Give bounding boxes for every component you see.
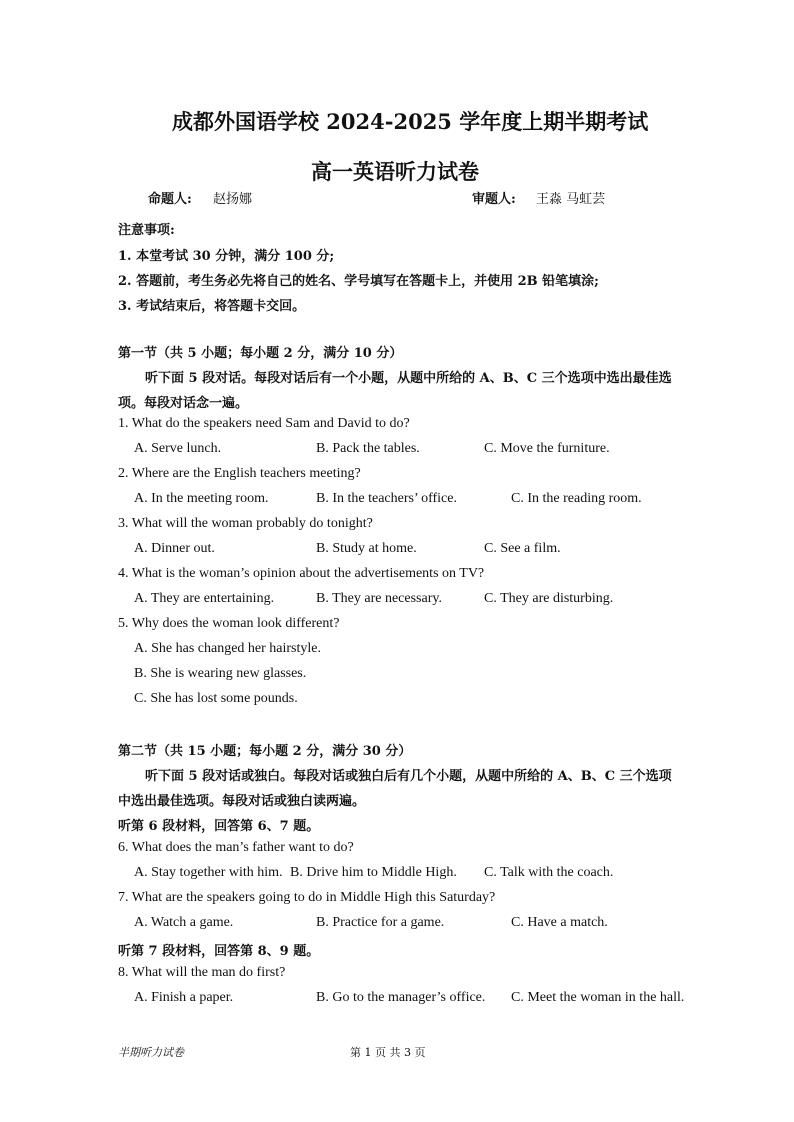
footer-left: 半期听力试卷 <box>118 1046 184 1059</box>
question-1: 1. What do the speakers need Sam and David to do? <box>118 416 410 431</box>
section2-instructions-line2: 中选出最佳选项。每段对话或独白读两遍。 <box>118 794 366 809</box>
note-item: 3. 考试结束后，将答题卡交回。 <box>118 299 306 314</box>
option-a: A. They are entertaining. <box>134 591 275 606</box>
option-b: B. Practice for a game. <box>316 915 445 930</box>
notes-heading: 注意事项: <box>118 223 175 238</box>
author-label: 命题人: <box>148 192 192 207</box>
question-6: 6. What does the man’s father want to do? <box>118 840 354 855</box>
material-6-heading: 听第 6 段材料，回答第 6、7 题。 <box>118 819 320 834</box>
option-b: B. Drive him to Middle High. <box>290 865 457 880</box>
reviewer-label: 审题人: <box>472 192 516 207</box>
section2-heading: 第二节（共 15 小题；每小题 2 分，满分 30 分） <box>118 744 412 759</box>
note-item: 2. 答题前，考生务必先将自己的姓名、学号填写在答题卡上，并使用 2B 铅笔填涂; <box>118 274 599 289</box>
option-b: B. Pack the tables. <box>316 441 420 456</box>
option-b: B. Go to the manager’s office. <box>316 990 486 1005</box>
section1-heading: 第一节（共 5 小题；每小题 2 分，满分 10 分） <box>118 346 403 361</box>
section1-instructions-line1: 听下面 5 段对话。每段对话后有一个小题，从题中所给的 A、B、C 三个选项中选出最佳选 <box>145 371 672 386</box>
option-b: B. Study at home. <box>316 541 417 556</box>
section1-instructions-line2: 项。每段对话念一遍。 <box>118 396 249 411</box>
option-a: A. She has changed her hairstyle. <box>134 641 321 656</box>
option-b: B. She is wearing new glasses. <box>134 666 307 681</box>
question-8: 8. What will the man do first? <box>118 965 286 980</box>
option-c: C. Have a match. <box>511 915 608 930</box>
option-a: A. In the meeting room. <box>134 491 269 506</box>
option-c: C. They are disturbing. <box>484 591 614 606</box>
option-b: B. They are necessary. <box>316 591 442 606</box>
question-3: 3. What will the woman probably do tonight? <box>118 516 373 531</box>
option-a: A. Finish a paper. <box>134 990 234 1005</box>
option-c: C. See a film. <box>484 541 561 556</box>
reviewer-names: 王淼 马虹芸 <box>536 192 606 207</box>
option-a: A. Serve lunch. <box>134 441 222 456</box>
option-c: C. She has lost some pounds. <box>134 691 298 706</box>
option-c: C. Talk with the coach. <box>484 865 614 880</box>
material-7-heading: 听第 7 段材料，回答第 8、9 题。 <box>118 944 320 959</box>
footer-page-number: 第 1 页 共 3 页 <box>350 1046 426 1059</box>
option-a: A. Dinner out. <box>134 541 215 556</box>
question-7: 7. What are the speakers going to do in Middle High this Saturday? <box>118 890 496 905</box>
question-2: 2. Where are the English teachers meeting? <box>118 466 361 481</box>
note-item: 1. 本堂考试 30 分钟，满分 100 分; <box>118 249 335 264</box>
option-b: B. In the teachers’ office. <box>316 491 457 506</box>
option-c: C. Move the furniture. <box>484 441 610 456</box>
author-name: 赵扬娜 <box>213 192 253 207</box>
option-c: C. In the reading room. <box>511 491 642 506</box>
option-a: A. Watch a game. <box>134 915 234 930</box>
question-5: 5. Why does the woman look different? <box>118 616 340 631</box>
option-a: A. Stay together with him. <box>134 865 283 880</box>
question-4: 4. What is the woman’s opinion about the advertisements on TV? <box>118 566 485 581</box>
option-c: C. Meet the woman in the hall. <box>511 990 685 1005</box>
exam-title: 成都外国语学校 2024-2025 学年度上期半期考试 <box>172 109 649 134</box>
exam-subtitle: 高一英语听力试卷 <box>311 159 479 184</box>
section2-instructions-line1: 听下面 5 段对话或独白。每段对话或独白后有几个小题，从题中所给的 A、B、C 三个选项 <box>145 769 672 784</box>
